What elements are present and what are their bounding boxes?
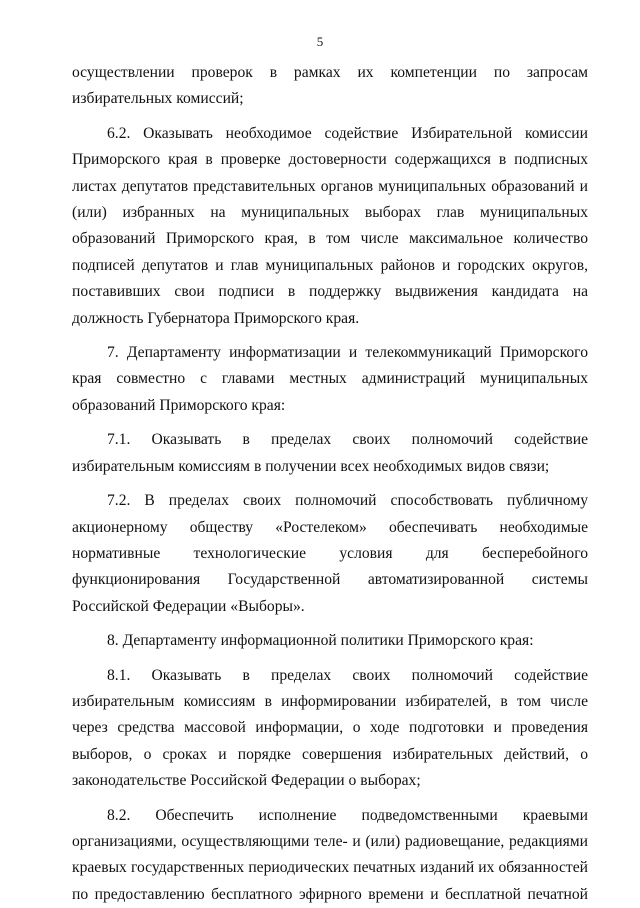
- paragraph-continuation: осуществлении проверок в рамках их компетенции по запросам избирательных комиссий;: [72, 64, 588, 108]
- paragraph-8-2: 8.2. Обеспечить исполнение подведомственными краевыми организациями, осуществляющими теле- и (или) радиовещание, редакциями краевых государственных периодических печатных изданий их обязанностей по предоставлению бесплатного эфирного времени и бесплатной печатной: [72, 806, 588, 903]
- paragraph-7-2: 7.2. В пределах своих полномочий способствовать публичному акционерному обществу «Ростелеком» обеспечивать необходимые нормативные технологические условия для бесперебойного функционирования Государственной автоматизированной системы Российской Федерации «Выборы».: [72, 492, 588, 615]
- paragraph-7-1: 7.1. Оказывать в пределах своих полномочий содействие избирательным комиссиям в получении всех необходимых видов связи;: [72, 431, 588, 475]
- paragraph-6-2: 6.2. Оказывать необходимое содействие Избирательной комиссии Приморского края в проверке достоверности содержащихся в подписных листах депутатов представительных органов муниципальных образований и (или) избранных на муниципальных выборах глав муниципальных образований Приморского края, в том числе максимальное количество подписей депутатов и глав муниципальных районов и городских округов, поставивших свои подписи в поддержку выдвижения кандидата на должность Губернатора Приморского края.: [72, 124, 588, 327]
- paragraph-8: 8. Департаменту информационной политики Приморского края:: [107, 632, 534, 650]
- document-body: [72, 60, 588, 908]
- page-number: 5: [316, 34, 324, 49]
- paragraph-8-1: 8.1. Оказывать в пределах своих полномочий содействие избирательным комиссиям в информировании избирателей, в том числе через средства массовой информации, о ходе подготовки и проведения выборов, о сроках и порядке совершения избирательных действий, о законодательстве Российской Федерации о выборах;: [72, 666, 588, 790]
- paragraph-7: 7. Департаменту информатизации и телекоммуникаций Приморского края совместно с главами местных администраций муниципальных образований Приморского края:: [72, 344, 588, 414]
